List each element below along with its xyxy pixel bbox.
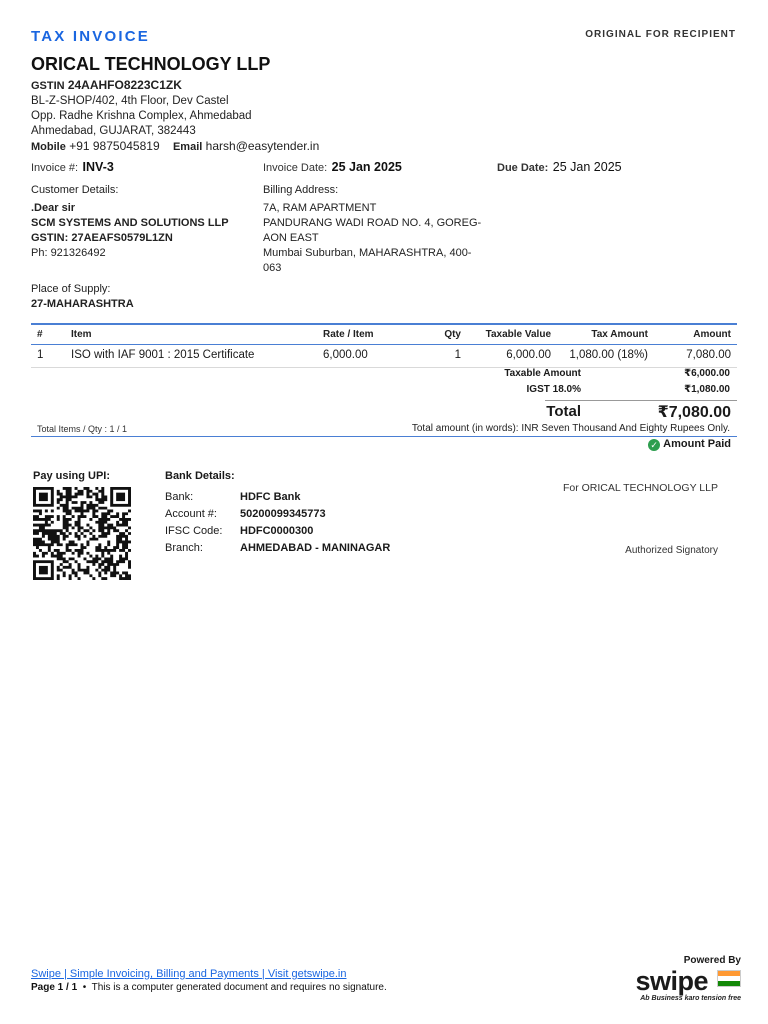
invoice-number-label: Invoice #: (31, 162, 79, 174)
qr-code-image (33, 487, 131, 580)
qr-finder-pattern (110, 487, 131, 507)
seller-details (31, 78, 319, 155)
due-date (497, 158, 622, 176)
swipe-logo (635, 966, 741, 997)
customer-gstin: GSTIN: 27AEAFS0579L1ZN (31, 232, 173, 244)
col-header-qty: Qty (417, 324, 467, 345)
cell-index: 1 (31, 345, 65, 368)
billing-line-5: 063 (263, 262, 282, 274)
amount-in-words: Total amount (in words): INR Seven Thousand And Eighty Rupees Only. (411, 423, 730, 434)
india-flag-icon (717, 970, 741, 987)
for-company-label: For ORICAL TECHNOLOGY LLP (562, 482, 718, 494)
page-number: Page 1 / 1 (31, 982, 78, 993)
ifsc-value: HDFC0000300 (240, 525, 314, 537)
ifsc-key: IFSC Code: (165, 525, 223, 537)
col-header-taxable: Taxable Value (467, 324, 557, 345)
footer-note (31, 982, 387, 993)
bullet-separator: • (79, 982, 89, 993)
invoice-date-value: 25 Jan 2025 (331, 160, 402, 174)
invoice-date-label: Invoice Date: (263, 162, 328, 174)
billing-line-3: AON EAST (263, 232, 319, 244)
upi-qr-code[interactable] (33, 487, 131, 580)
mobile-value: +91 9875045819 (69, 139, 160, 153)
powered-by-label: Powered By (683, 955, 741, 966)
items-table (31, 323, 737, 368)
place-of-supply (31, 282, 134, 312)
cell-tax: 1,080.00 (18%) (557, 345, 654, 368)
swipe-footer-link[interactable]: Swipe | Simple Invoicing, Billing and Payments | Visit getswipe.in (31, 968, 347, 980)
invoice-title: TAX INVOICE (31, 28, 150, 45)
seller-gstin-label: GSTIN (31, 80, 65, 92)
bank-details (165, 489, 390, 557)
branch-value: AHMEDABAD - MANINAGAR (240, 542, 391, 554)
igst-label: IGST 18.0% (526, 384, 581, 395)
invoice-date (263, 158, 402, 176)
customer-phone: Ph: 921326492 (31, 247, 106, 259)
table-row (31, 345, 737, 368)
account-value: 50200099345773 (240, 508, 326, 520)
billing-line-2: PANDURANG WADI ROAD NO. 4, GOREG- (263, 217, 482, 229)
ifsc-row (165, 523, 390, 540)
billing-address (263, 183, 481, 276)
cell-taxable: 6,000.00 (467, 345, 557, 368)
total-label: Total (546, 403, 581, 420)
seller-contact-row (31, 139, 319, 155)
email-label: Email (172, 141, 203, 153)
invoice-number (31, 158, 114, 176)
swipe-tagline: Ab Business karo tension free (640, 995, 741, 1002)
qr-finder-pattern (33, 560, 54, 580)
seller-address-1: BL-Z-SHOP/402, 4th Floor, Dev Castel (31, 95, 229, 107)
email-value[interactable]: harsh@easytender.in (205, 139, 320, 153)
amount-paid-label: Amount Paid (663, 438, 731, 450)
items-qty-summary: Total Items / Qty : 1 / 1 (37, 424, 128, 434)
invoice-number-value: INV-3 (82, 160, 114, 174)
customer-details (31, 183, 229, 261)
taxable-amount-label: Taxable Amount (504, 368, 581, 379)
col-header-tax: Tax Amount (557, 324, 654, 345)
billing-label: Billing Address: (263, 184, 339, 196)
seller-address-3: Ahmedabad, GUJARAT, 382443 (31, 125, 196, 137)
col-header-index: # (31, 324, 65, 345)
customer-label: Customer Details: (31, 184, 119, 196)
amount-paid-badge (640, 438, 731, 451)
taxable-amount-value: ₹6,000.00 (684, 368, 730, 379)
table-header-row (31, 324, 737, 345)
seller-name: ORICAL TECHNOLOGY LLP (31, 54, 271, 74)
col-header-item: Item (65, 324, 317, 345)
generated-note: This is a computer generated document and requires no signature. (91, 982, 387, 993)
cell-amount: 7,080.00 (654, 345, 737, 368)
upi-label: Pay using UPI: (33, 470, 111, 482)
customer-name: .Dear sir (31, 202, 76, 214)
bank-value: HDFC Bank (240, 491, 301, 503)
copy-label: ORIGINAL FOR RECIPIENT (585, 29, 736, 40)
due-date-value: 25 Jan 2025 (552, 160, 622, 174)
supply-label: Place of Supply: (31, 283, 111, 295)
bank-row (165, 489, 390, 506)
igst-value: ₹1,080.00 (684, 384, 730, 395)
seller-gstin-row (31, 78, 319, 94)
customer-company: SCM SYSTEMS AND SOLUTIONS LLP (31, 217, 229, 229)
cell-rate: 6,000.00 (317, 345, 417, 368)
bank-details-label: Bank Details: (165, 470, 235, 482)
account-key: Account #: (165, 508, 217, 520)
swipe-brand-text: swipe (635, 966, 708, 996)
bank-key: Bank: (165, 491, 194, 503)
total-divider (545, 400, 737, 401)
due-date-label: Due Date: (497, 162, 549, 174)
col-header-rate: Rate / Item (317, 324, 417, 345)
authorized-signatory: Authorized Signatory (625, 545, 718, 556)
billing-line-4: Mumbai Suburban, MAHARASHTRA, 400- (263, 247, 472, 259)
cell-qty: 1 (417, 345, 467, 368)
qr-finder-pattern (33, 487, 54, 507)
account-row (165, 506, 390, 523)
branch-row (165, 540, 390, 557)
total-value: ₹7,080.00 (657, 404, 731, 421)
seller-gstin: 24AAHFO8223C1ZK (67, 78, 182, 92)
cell-item: ISO with IAF 9001 : 2015 Certificate (65, 345, 317, 368)
supply-value: 27-MAHARASHTRA (31, 298, 134, 310)
summary-bottom-rule (31, 436, 737, 437)
check-circle-icon: ✓ (648, 439, 660, 451)
col-header-amount: Amount (654, 324, 737, 345)
mobile-label: Mobile (31, 141, 66, 153)
branch-key: Branch: (165, 542, 203, 554)
seller-address-2: Opp. Radhe Krishna Complex, Ahmedabad (31, 110, 252, 122)
billing-line-1: 7A, RAM APARTMENT (263, 202, 377, 214)
